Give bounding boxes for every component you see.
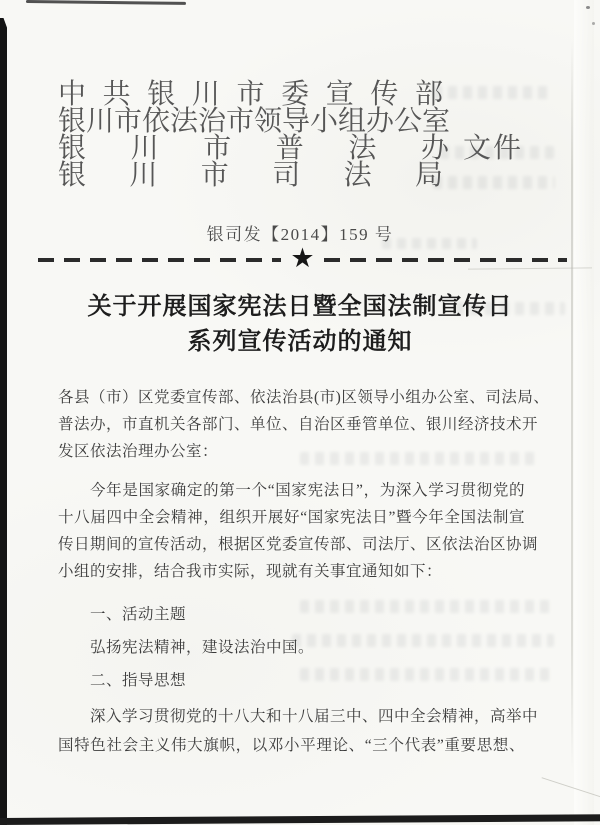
paper-fold-highlight bbox=[574, 0, 594, 825]
scan-streak-top bbox=[26, 0, 186, 5]
body-line: 传日期间的宣传活动，根据区党委宣传部、司法厅、区依法治区协调 bbox=[58, 536, 539, 553]
ink-bleed-artifact bbox=[455, 302, 565, 315]
document-title bbox=[0, 290, 600, 360]
document-title-line-1: 关于开展国家宪法日暨全国法制宣传日 bbox=[87, 294, 513, 320]
ink-bleed-artifact bbox=[382, 238, 477, 249]
body-line: 国特色社会主义伟大旗帜，以邓小平理论、“三个代表”重要思想、 bbox=[58, 737, 525, 754]
scan-edge-bottom bbox=[0, 814, 600, 825]
body-line: 深入学习贯彻党的十八大和十八届三中、四中全会精神，高举中 bbox=[90, 708, 539, 725]
body-line: 弘扬宪法精神，建设法治中国。 bbox=[90, 639, 315, 656]
body-line: 发区依法治理办公室： bbox=[58, 443, 219, 460]
body-line: 今年是国家确定的第一个“国家宪法日”，为深入学习贯彻党的 bbox=[90, 482, 525, 499]
body-line: 普法办，市直机关各部门、单位、自治区垂管单位、银川经济技术开 bbox=[58, 416, 539, 433]
dashed-line-left bbox=[38, 258, 281, 262]
star-icon: ★ bbox=[290, 242, 315, 273]
ink-bleed-artifact bbox=[300, 452, 540, 465]
document-title-line-2: 系列宣传活动的通知 bbox=[187, 329, 413, 355]
body-line-section-heading: 一、活动主题 bbox=[90, 606, 187, 623]
scan-speck bbox=[592, 22, 595, 25]
ink-bleed-artifact bbox=[440, 146, 554, 159]
letterhead-line-2: 银川市依法治市领导小组办公室 bbox=[58, 105, 451, 136]
star-divider bbox=[38, 242, 567, 274]
ink-bleed-artifact bbox=[292, 634, 554, 647]
letterhead-line-1: 中共银川市委宣传部 bbox=[58, 78, 443, 109]
body-line: 十八届四中全会精神，组织开展好“国家宪法日”暨今年全国法制宣 bbox=[58, 509, 525, 526]
document-body bbox=[58, 384, 550, 759]
ink-bleed-artifact bbox=[433, 86, 553, 99]
letterhead-line-4: 银川市司法局 bbox=[58, 159, 443, 190]
document-number: 银司发【2014】159 号 bbox=[206, 225, 394, 244]
body-line: 小组的安排，结合我市实际，现就有关事宜通知如下： bbox=[58, 563, 443, 580]
body-line: 各县（市）区党委宣传部、依法治县(市)区领导小组办公室、司法局、 bbox=[58, 389, 550, 406]
ink-bleed-artifact bbox=[300, 600, 555, 613]
letterhead-line-3-suffix: 文件 bbox=[462, 132, 523, 163]
dashed-line-right bbox=[324, 258, 567, 262]
ink-bleed-artifact bbox=[433, 176, 555, 189]
vertical-crease bbox=[571, 40, 573, 770]
body-line-section-heading: 二、指导思想 bbox=[90, 672, 187, 689]
ink-bleed-artifact bbox=[300, 668, 555, 681]
scan-speck bbox=[586, 6, 590, 9]
letterhead-line-3-name: 银川市普法办 bbox=[58, 132, 449, 163]
scan-edge-left bbox=[0, 18, 7, 825]
